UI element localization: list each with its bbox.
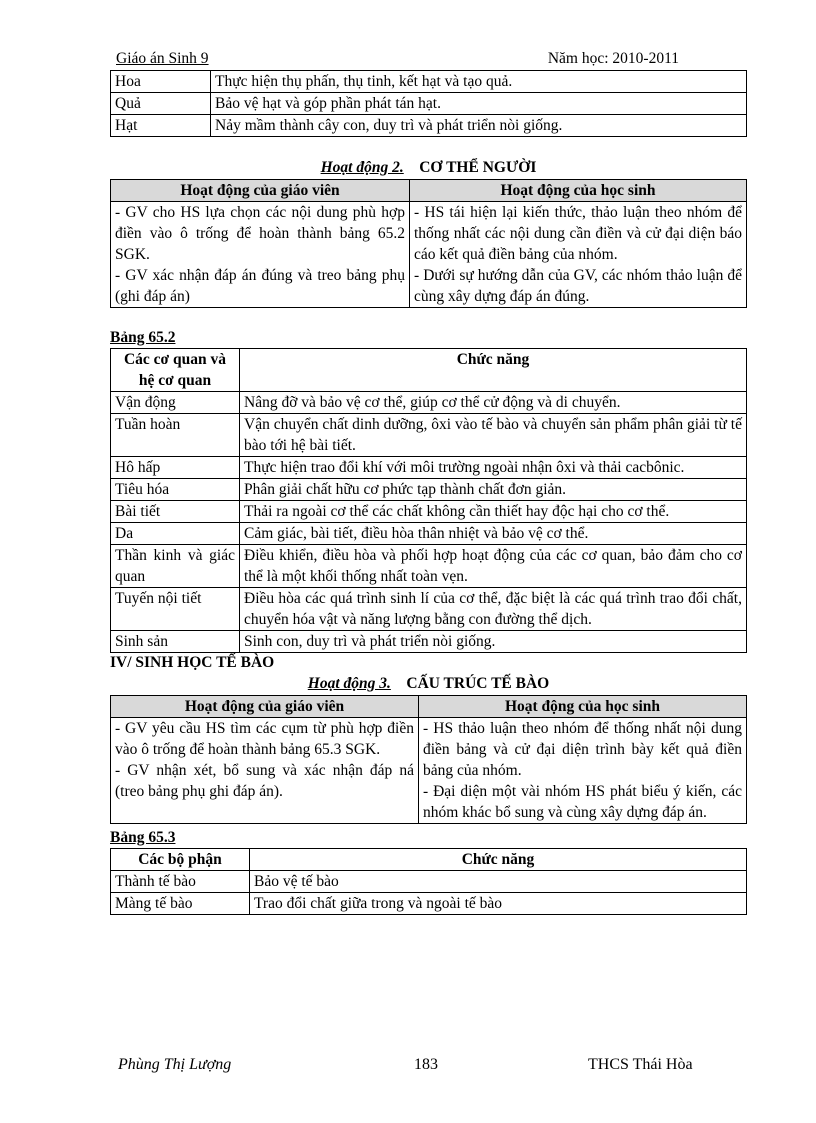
student-activity-2: - Dưới sự hướng dẫn của GV, các nhóm thảo luận để cùng xây dựng đáp án đúng. [414, 267, 742, 305]
student-activity-cell [419, 718, 747, 824]
column-header-teacher: Hoạt động của giáo viên [111, 696, 419, 718]
page-number: 183 [414, 1056, 438, 1073]
column-header-student: Hoạt động của học sinh [419, 696, 747, 718]
table-cell: Quả [111, 93, 211, 115]
function-cell: Trao đổi chất giữa trong và ngoài tế bào [250, 893, 747, 915]
section-heading: IV/ SINH HỌC TẾ BÀO [110, 654, 275, 671]
part-cell: Thành tế bào [111, 871, 250, 893]
header-school-year: Năm học: 2010-2011 [547, 50, 679, 67]
table-cell: Thực hiện thụ phấn, thụ tinh, kết hạt và tạo quả. [211, 71, 747, 93]
organ-cell: Da [111, 523, 240, 545]
table-cell: Nảy mầm thành cây con, duy trì và phát triển nòi giống. [211, 115, 747, 137]
table-row [111, 457, 747, 479]
activity-3-table [110, 695, 747, 824]
organ-cell: Tiêu hóa [111, 479, 240, 501]
teacher-activity-cell [111, 718, 419, 824]
table-row [111, 71, 747, 93]
table-cell: Hạt [111, 115, 211, 137]
table-65-2-label: Bảng 65.2 [110, 329, 176, 346]
student-activity-cell [410, 202, 747, 308]
table-65-2 [110, 348, 747, 653]
function-cell: Phân giải chất hữu cơ phức tạp thành chất đơn giản. [240, 479, 747, 501]
function-cell: Nâng đỡ và bảo vệ cơ thể, giúp cơ thể cử động và di chuyển. [240, 392, 747, 414]
column-header-teacher: Hoạt động của giáo viên [111, 180, 410, 202]
column-header-organs: Các cơ quan và hệ cơ quan [111, 349, 240, 392]
page-header [110, 46, 747, 70]
table-row [111, 545, 747, 588]
table-row [111, 93, 747, 115]
footer-school: THCS Thái Hòa [588, 1056, 693, 1073]
function-cell: Bảo vệ tế bào [250, 871, 747, 893]
teacher-activity-2: - GV xác nhận đáp án đúng và treo bảng phụ (ghi đáp án) [115, 267, 405, 305]
function-cell: Sinh con, duy trì và phát triển nòi giống. [240, 631, 747, 653]
function-cell: Cảm giác, bài tiết, điều hòa thân nhiệt và bảo vệ cơ thể. [240, 523, 747, 545]
activity-3-heading: CẤU TRÚC TẾ BÀO [406, 675, 550, 692]
organ-cell: Vận động [111, 392, 240, 414]
student-activity-1: - HS thảo luận theo nhóm để thống nhất nội dung điền bảng và cử đại diện trình bày kết quả điền bảng của nhóm. [423, 720, 742, 779]
column-header-parts: Các bộ phận [111, 849, 250, 871]
organ-function-table-top [110, 70, 747, 137]
student-activity-2: - Đại diện một vài nhóm HS phát biểu ý kiến, các nhóm khác bổ sung và cùng xây dựng đáp án. [423, 783, 742, 821]
footer-author: Phùng Thị Lượng [118, 1056, 232, 1073]
table-cell: Bảo vệ hạt và góp phần phát tán hạt. [211, 93, 747, 115]
table-row [111, 588, 747, 631]
activity-3-label: Hoạt động 3. [307, 675, 391, 692]
function-cell: Vận chuyển chất dinh dưỡng, ôxi vào tế bào và chuyển sản phẩm phân giải từ tế bào tới hệ bài tiết. [240, 414, 747, 457]
table-row [111, 392, 747, 414]
organ-cell: Hô hấp [111, 457, 240, 479]
teacher-activity-1: - GV yêu cầu HS tìm các cụm từ phù hợp điền vào ô trống để hoàn thành bảng 65.3 SGK. [115, 720, 414, 758]
function-cell: Thải ra ngoài cơ thể các chất không cần thiết hay độc hại cho cơ thể. [240, 501, 747, 523]
table-row [111, 523, 747, 545]
organ-cell: Tuần hoàn [111, 414, 240, 457]
teacher-activity-1: - GV cho HS lựa chọn các nội dung phù hợp điền vào ô trống để hoàn thành bảng 65.2 SGK. [115, 204, 405, 263]
organ-cell: Thần kinh và giác quan [111, 545, 240, 588]
organ-cell: Tuyến nội tiết [111, 588, 240, 631]
table-row [111, 115, 747, 137]
table-row [111, 414, 747, 457]
organ-cell: Bài tiết [111, 501, 240, 523]
column-header-student: Hoạt động của học sinh [410, 180, 747, 202]
table-65-3 [110, 848, 747, 915]
teacher-activity-2: - GV nhận xét, bổ sung và xác nhận đáp ná (treo bảng phụ ghi đáp án). [115, 762, 414, 800]
activity-2-table [110, 179, 747, 308]
table-65-3-label: Bảng 65.3 [110, 829, 176, 846]
part-cell: Màng tế bào [111, 893, 250, 915]
organ-cell: Sinh sản [111, 631, 240, 653]
function-cell: Thực hiện trao đổi khí với môi trường ngoài nhận ôxi và thải cacbônic. [240, 457, 747, 479]
activity-2-heading: CƠ THỂ NGƯỜI [419, 159, 537, 176]
student-activity-1: - HS tái hiện lại kiến thức, thảo luận theo nhóm để thống nhất các nội dung cần điền và cử đại diện báo cáo kết quả điền bảng của nhóm. [414, 204, 742, 263]
header-subject: Giáo án Sinh 9 [116, 50, 209, 67]
activity-2-title [110, 157, 747, 179]
table-row [111, 631, 747, 653]
function-cell: Điều hòa các quá trình sinh lí của cơ thể, đặc biệt là các quá trình trao đổi chất, chuyển hóa vật và năng lượng bằng con đường thể dịch. [240, 588, 747, 631]
table-row [111, 871, 747, 893]
table-cell: Hoa [111, 71, 211, 93]
document-page [110, 46, 747, 915]
column-header-function: Chức năng [240, 349, 747, 392]
column-header-function: Chức năng [250, 849, 747, 871]
page-footer [118, 1054, 718, 1078]
table-row [111, 501, 747, 523]
function-cell: Điều khiển, điều hòa và phối hợp hoạt động của các cơ quan, bảo đảm cho cơ thể là một khối thống nhất toàn vẹn. [240, 545, 747, 588]
activity-3-title [110, 673, 747, 695]
table-row [111, 479, 747, 501]
teacher-activity-cell [111, 202, 410, 308]
activity-2-label: Hoạt động 2. [320, 159, 404, 176]
table-row [111, 893, 747, 915]
